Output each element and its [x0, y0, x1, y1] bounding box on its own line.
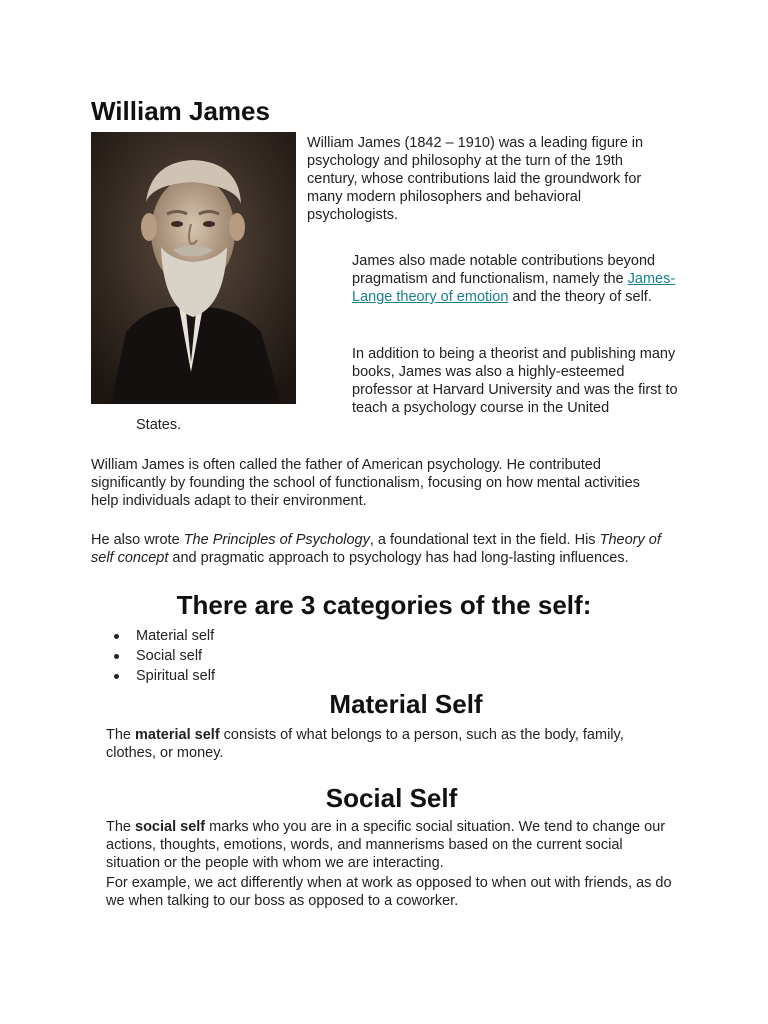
- portrait-photo: [91, 132, 296, 404]
- material-pre: The: [106, 727, 136, 743]
- father-paragraph: William James is often called the father of American psychology. He contributed significantly by founding the school of functionalism, focusing on how mental activities help individuals adapt to their environment.: [91, 457, 640, 509]
- intro-paragraph: William James (1842 – 1910) was a leading figure in psychology and philosophy at the turn of the 19th century, whose contributions laid the groundwork for many modern philosophers and behavioral psychologists.: [307, 135, 644, 223]
- material-self-heading: Material Self: [329, 689, 483, 719]
- portrait-image: [91, 132, 296, 404]
- material-post: consists of what belongs to a person, such as the body, family, clothes, or money.: [106, 727, 624, 761]
- theorist-paragraph: In addition to being a theorist and publishing many books, James was also a highly-esteemed professor at Harvard University and was the first to teach a psychology course in the United: [352, 346, 678, 416]
- social-post: marks who you are in a specific social situation. We tend to change our actions, thoughts, emotions, words, and mannerisms based on the current social situation or the people with whom we are interacting.: [106, 819, 666, 871]
- material-self-paragraph: [106, 726, 666, 762]
- principles-text-3: and pragmatic approach to psychology has had long-lasting influences.: [168, 550, 629, 566]
- principles-text-2: , a foundational text in the field. His: [369, 532, 600, 548]
- categories-list: [114, 626, 215, 686]
- social-self-paragraph: [106, 818, 676, 872]
- social-pre: The: [106, 819, 136, 835]
- list-item: Social self: [114, 646, 215, 666]
- list-item: Material self: [114, 626, 215, 646]
- james-lange-link[interactable]: James-Lange theory of emotion: [352, 271, 676, 305]
- social-self-heading: Social Self: [325, 783, 458, 813]
- social-self-term: social self: [135, 819, 206, 835]
- list-item: Spiritual self: [114, 666, 215, 686]
- contributions-text: James also made notable contributions beyond pragmatism and functionalism, namely the: [352, 253, 656, 287]
- contributions-text-end: and the theory of self.: [508, 289, 652, 305]
- categories-heading: There are 3 categories of the self:: [176, 590, 592, 620]
- contributions-paragraph: [352, 252, 677, 306]
- theorist-paragraph-tail: States.: [136, 417, 182, 433]
- book-title: The Principles of Psychology: [183, 532, 370, 548]
- material-self-term: material self: [135, 727, 220, 743]
- principles-text-1: He also wrote: [91, 532, 184, 548]
- page-title: William James: [91, 96, 270, 126]
- principles-paragraph: [91, 531, 681, 567]
- theory-title: Theory of self concept: [91, 532, 661, 566]
- social-example-paragraph: For example, we act differently when at work as opposed to when out with friends, as do we when talking to our boss as opposed to a coworker.: [106, 875, 672, 909]
